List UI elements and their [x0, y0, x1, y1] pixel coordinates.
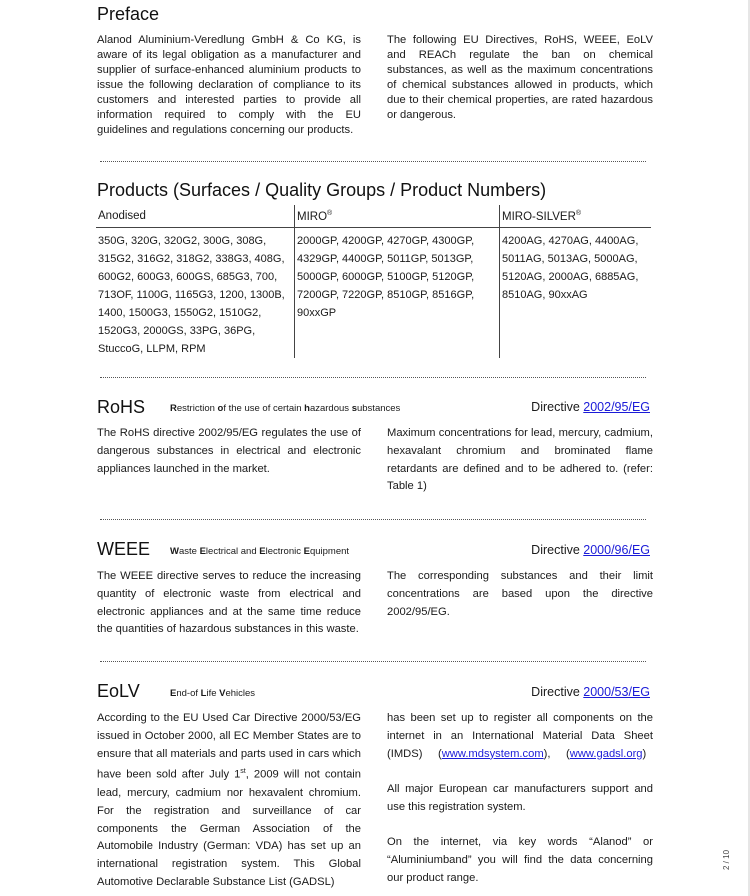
preface-heading: Preface: [97, 4, 160, 24]
column-header-anodised: Anodised: [96, 205, 295, 228]
eolv-right-paragraph-2: All major European car manufacturers support and use this registration system.: [387, 783, 653, 813]
dotted-divider: [100, 377, 646, 378]
eolv-subtitle: End-of Life Vehicles: [170, 688, 256, 699]
preface-right-paragraph: The following EU Directives, RoHS, WEEE, EoLV and REACh regulate the ban on chemical substances, as well as the maximum concentrations of chemical substances allowed in products, which due to their chemical properties, are rated hazardous or dangerous.: [387, 34, 653, 121]
weee-directive-link[interactable]: 2000/96/EG: [583, 543, 650, 557]
miro-products: 2000GP, 4200GP, 4270GP, 4300GP, 4329GP, 4400GP, 5011GP, 5013GP, 5000GP, 6000GP, 5100GP, 5120GP, 7200GP, 7220GP, 8510GP, 8516GP, 90xxGP: [295, 228, 500, 359]
table-header-row: [96, 205, 651, 228]
table-row: [96, 228, 651, 359]
column-header-miro-silver: MIRO-SILVER®: [500, 205, 652, 228]
gadsl-link[interactable]: www.gadsl.org: [569, 747, 643, 760]
weee-heading: WEEE: [97, 539, 151, 559]
dotted-divider: [100, 661, 646, 662]
eolv-directive-link[interactable]: 2000/53/EG: [583, 685, 650, 699]
eolv-right-paragraph-1: has been set up to register all components on the internet in an International Material Data Sheet (IMDS) (www.mdsystem.com), (www.gadsl.org): [387, 712, 653, 760]
rohs-right-paragraph: Maximum concentrations for lead, mercury, cadmium, hexavalant chromium and brominated flame retardants are defined and to be adhered to. (refer: Table 1): [387, 427, 653, 493]
products-heading: Products (Surfaces / Quality Groups / Product Numbers): [97, 180, 547, 200]
products-table: [96, 205, 651, 358]
weee-directive: Directive 2000/96/EG: [531, 543, 650, 557]
weee-subtitle: Waste Electrical and Electronic Equipment: [170, 546, 350, 557]
eolv-right-paragraph-3: On the internet, via key words “Alanod” or “Aluminiumband” you will find the data concerning our product range.: [387, 836, 653, 884]
dotted-divider: [100, 519, 646, 520]
anodised-products: 350G, 320G, 320G2, 300G, 308G, 315G2, 316G2, 318G2, 338G3, 408G, 600G2, 600G3, 600GS, 685G3, 700, 713OF, 1100G, 1165G3, 1200, 1300B, 1400, 1500G3, 1550G2, 1510G2, 1520G3, 2000GS, 33PG, 36PG, StuccoG, LLPM, RPM: [98, 235, 285, 355]
dotted-divider: [100, 161, 646, 162]
eolv-directive: Directive 2000/53/EG: [531, 685, 650, 699]
miro-silver-products: 4200AG, 4270AG, 4400AG, 5011AG, 5013AG, 5000AG, 5120AG, 2000AG, 6885AG, 8510AG, 90xxAG: [500, 228, 652, 359]
weee-right-paragraph: The corresponding substances and their limit concentrations are based upon the directive 2002/95/EG.: [387, 570, 653, 618]
rohs-subtitle: Restriction of the use of certain hazardous substances: [170, 403, 401, 414]
rohs-directive-link[interactable]: 2002/95/EG: [583, 400, 650, 414]
weee-left-paragraph: The WEEE directive serves to reduce the increasing quantity of electronic waste from electrical and electronic appliances and at the same time reduce the quantities of hazardous substances in this waste.: [97, 570, 361, 636]
rohs-left-paragraph: The RoHS directive 2002/95/EG regulates the use of dangerous substances in electrical and electronic appliances launched in the market.: [97, 427, 361, 475]
column-header-miro: MIRO®: [295, 205, 500, 228]
eolv-heading: EoLV: [97, 681, 140, 701]
rohs-heading: RoHS: [97, 397, 146, 417]
eolv-left-paragraph: According to the EU Used Car Directive 2000/53/EG issued in October 2000, all EC Member States are to ensure that all materials and parts used in cars which have been sold after July 1st, 2009 will not contain lead, mercury, cadmium nor hexavalent chromium. For the registration and surveillance of car components the German Association of the Automobile Industry (German: VDA) has set up an international registration system. This Global Automotive Declarable Substance List (GADSL): [97, 712, 362, 888]
page-number: 2 / 10: [722, 849, 731, 870]
rohs-directive: Directive 2002/95/EG: [531, 400, 650, 414]
preface-left-paragraph: Alanod Aluminium-Veredlung GmbH & Co KG, is aware of its legal obligation as a manufacturer and supplier of surface-enhanced aluminium products to issue the following declaration of compliance to its customers and interested parties to provide all information required to comply with the EU guidelines and regulations concerning our products.: [97, 34, 361, 136]
mdsystem-link[interactable]: www.mdsystem.com: [441, 747, 544, 760]
